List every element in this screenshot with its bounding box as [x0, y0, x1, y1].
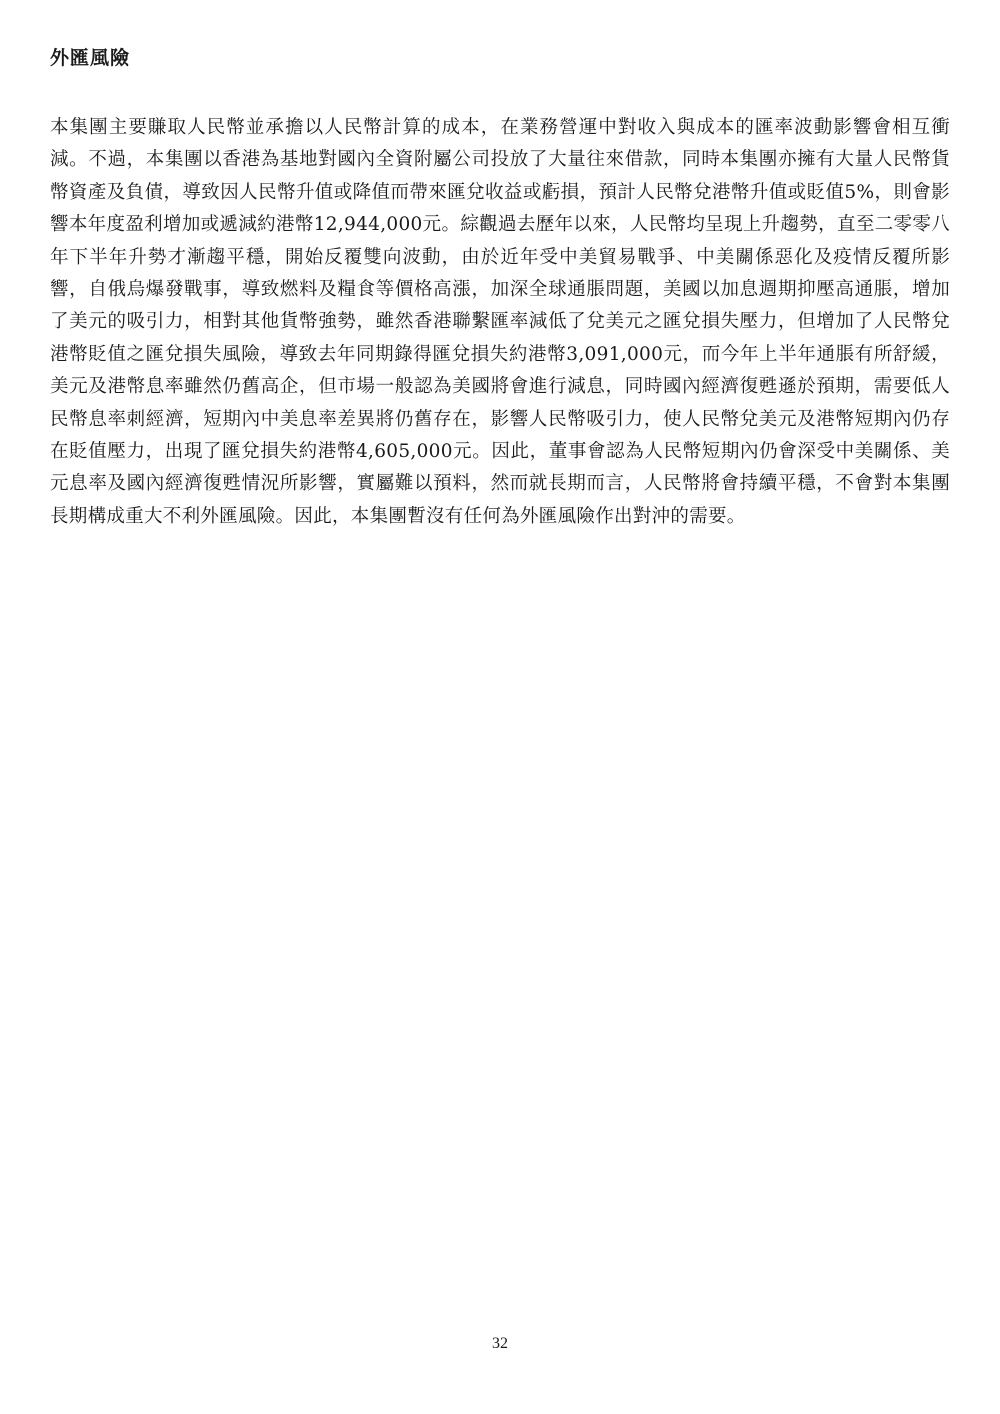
section-paragraph: 本集團主要賺取人民幣並承擔以人民幣計算的成本，在業務營運中對收入與成本的匯率波動影響會相互衝減。不過，本集團以香港為基地對國內全資附屬公司投放了大量往來借款，同時本集團亦擁有大量人民幣貨幣資產及負債，導致因人民幣升值或降值而帶來匯兌收益或虧損，預計人民幣兌港幣升值或貶值5%，則會影響本年度盈利增加或遞減約港幣12,944,000元。綜觀過去歷年以來，人民幣均呈現上升趨勢，直至二零零八年下半年升勢才漸趨平穩，開始反覆雙向波動，由於近年受中美貿易戰爭、中美關係惡化及疫情反覆所影響，自俄烏爆發戰事，導致燃料及糧食等價格高漲，加深全球通脹問題，美國以加息週期抑壓高通脹，增加了美元的吸引力，相對其他貨幣強勢，雖然香港聯繫匯率減低了兌美元之匯兌損失壓力，但增加了人民幣兌港幣貶值之匯兌損失風險，導致去年同期錄得匯兌損失約港幣3,091,000元，而今年上半年通脹有所舒緩，美元及港幣息率雖然仍舊高企，但市場一般認為美國將會進行減息，同時國內經濟復甦遜於預期，需要低人民幣息率刺經濟，短期內中美息率差異將仍舊存在，影響人民幣吸引力，使人民幣兌美元及港幣短期內仍存在貶值壓力，出現了匯兌損失約港幣4,605,000元。因此，董事會認為人民幣短期內仍會深受中美關係、美元息率及國內經濟復甦情況所影響，實屬難以預料，然而就長期而言，人民幣將會持續平穩，不會對本集團長期構成重大不利外匯風險。因此，本集團暫沒有任何為外匯風險作出對沖的需要。 — [50, 117, 950, 527]
section-heading: 外匯風險 — [50, 47, 131, 69]
page-number: 32 — [492, 1335, 508, 1352]
